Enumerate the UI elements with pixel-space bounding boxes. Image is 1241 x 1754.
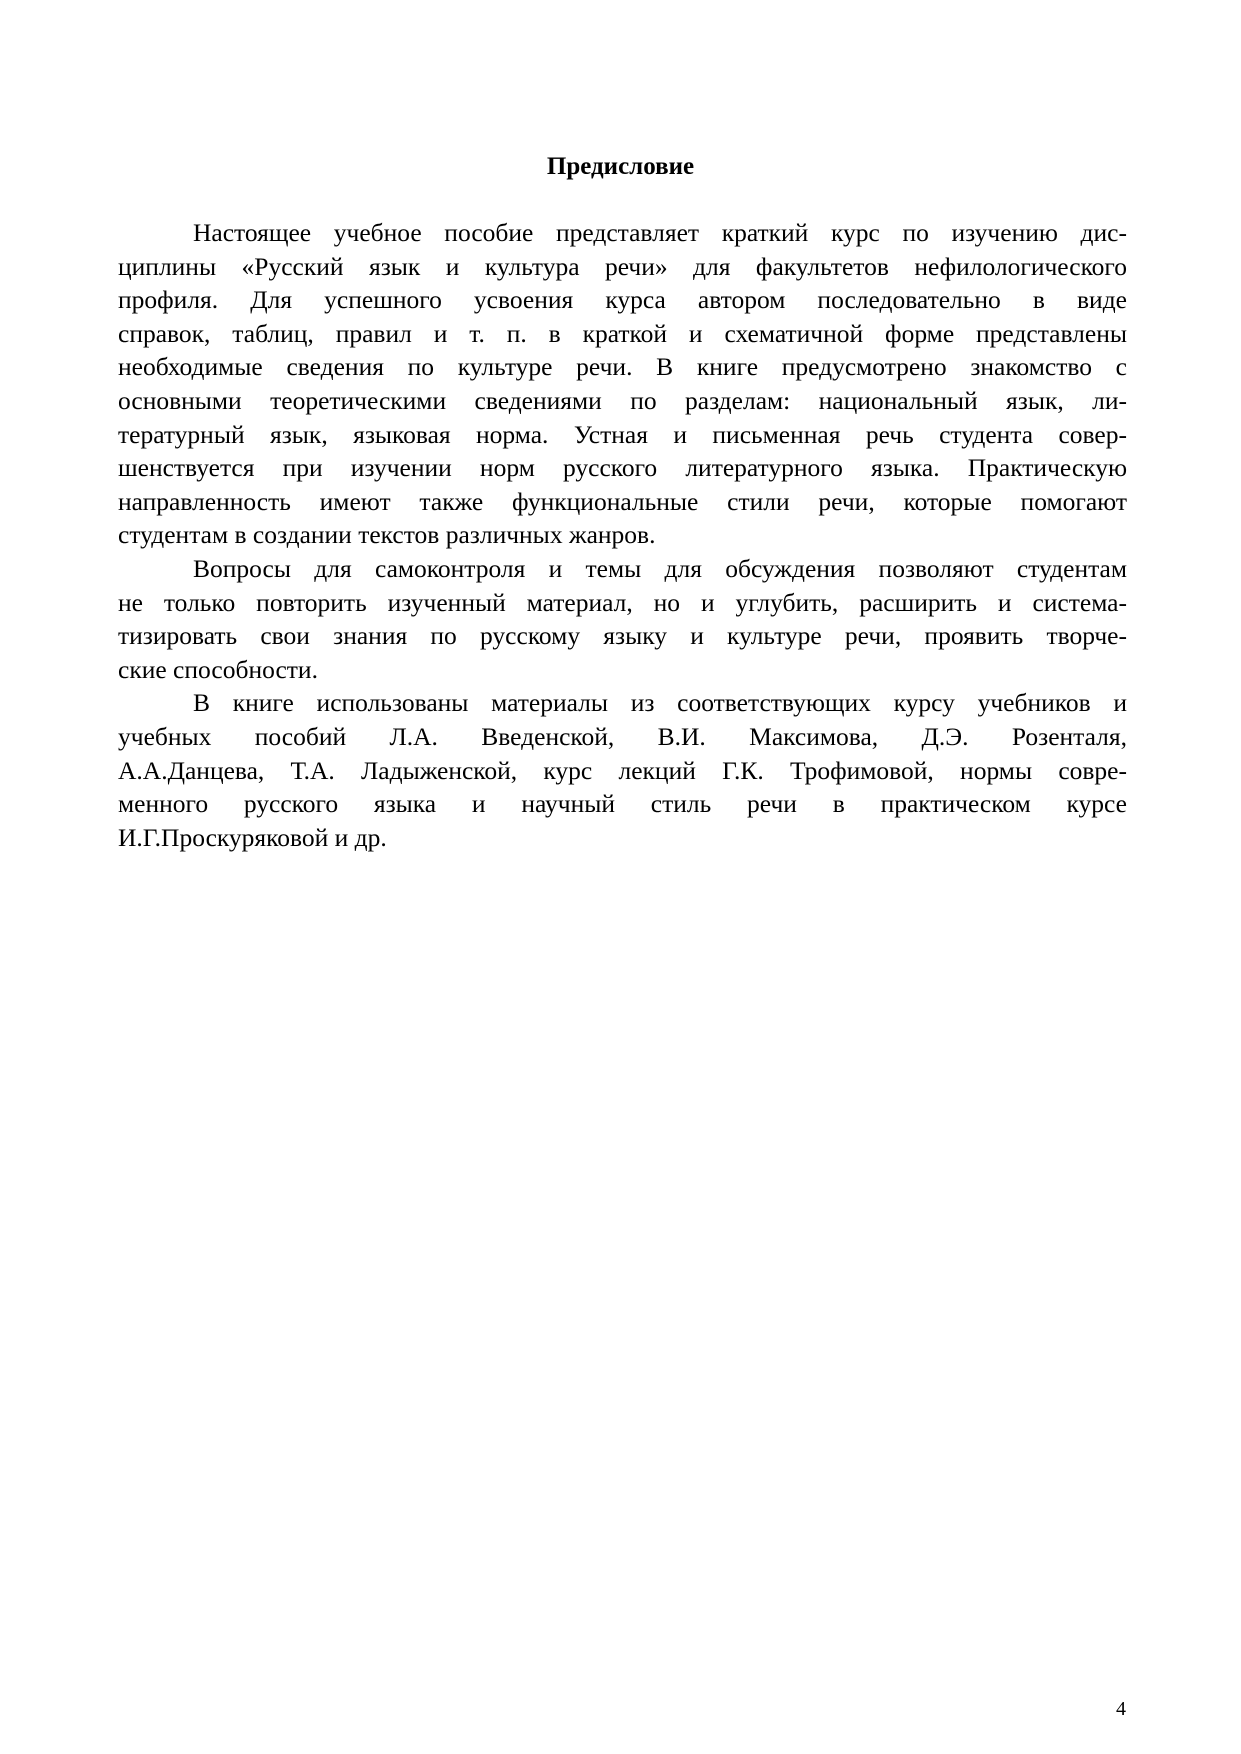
text-line: направленность имеют также функциональные стили речи, которые помогают — [118, 486, 1127, 516]
text-line: циплины «Русский язык и культура речи» для факультетов нефилологического — [118, 251, 1127, 281]
text-line: В книге использованы материалы из соответствующих курсу учебников и — [193, 688, 1127, 718]
text-line: ские способности. — [118, 654, 318, 684]
text-line: не только повторить изученный материал, но и углубить, расширить и система- — [118, 587, 1127, 617]
page-number: 4 — [1116, 1698, 1126, 1720]
text-line: менного русского языка и научный стиль речи в практическом курсе — [118, 789, 1127, 819]
text-line: шенствуется при изучении норм русского литературного языка. Практическую — [118, 453, 1127, 483]
preface-body — [118, 216, 1127, 854]
page-title: Предисловие — [546, 153, 695, 180]
text-line: тературный язык, языковая норма. Устная и письменная речь студента совер- — [118, 419, 1127, 449]
text-line: студентам в создании текстов различных жанров. — [118, 520, 656, 550]
text-line: Вопросы для самоконтроля и темы для обсуждения позволяют студентам — [193, 553, 1127, 583]
text-line: И.Г.Проскуряковой и др. — [118, 822, 387, 852]
text-line: Настоящее учебное пособие представляет краткий курс по изучению дис- — [193, 218, 1127, 247]
text-line: необходимые сведения по культуре речи. В книге предусмотрено знакомство с — [118, 352, 1127, 382]
text-line: профиля. Для успешного усвоения курса автором последовательно в виде — [118, 285, 1127, 315]
text-line: тизировать свои знания по русскому языку и культуре речи, проявить творче- — [118, 621, 1127, 651]
text-line: учебных пособий Л.А. Введенской, В.И. Максимова, Д.Э. Розенталя, — [118, 721, 1127, 751]
text-line: справок, таблиц, правил и т. п. в краткой и схематичной форме представлены — [118, 318, 1127, 348]
text-line: А.А.Данцева, Т.А. Ладыженской, курс лекций Г.К. Трофимовой, нормы совре- — [118, 755, 1127, 785]
text-line: основными теоретическими сведениями по разделам: национальный язык, ли- — [118, 385, 1127, 415]
